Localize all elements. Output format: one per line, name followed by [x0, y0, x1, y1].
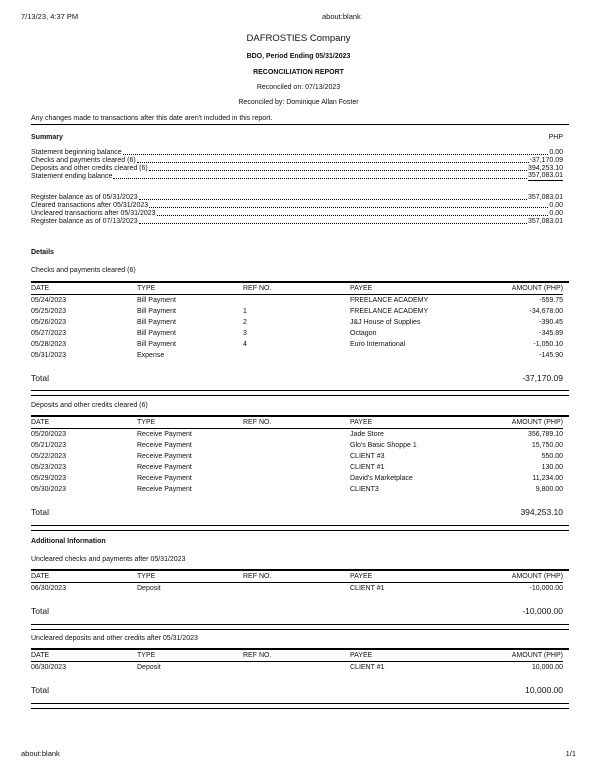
uncleared-deposits-total-value: 10,000.00 — [525, 685, 563, 695]
cell-payee: Jade Store — [350, 431, 384, 438]
table-row — [31, 662, 563, 673]
column-header-date: DATE — [31, 573, 50, 580]
cell-type: Bill Payment — [137, 308, 176, 315]
summary-label: Checks and payments cleared (6) — [31, 157, 136, 164]
print-datetime: 7/13/23, 4:37 PM — [21, 12, 79, 21]
cell-amount: 11,234.00 — [532, 475, 563, 482]
report-subtitle: BDO, Period Ending 05/31/2023 — [246, 53, 351, 60]
summary-value: 357,083.01 — [527, 172, 563, 179]
table-row — [31, 429, 563, 440]
column-header-amount: AMOUNT (PHP) — [511, 285, 563, 292]
table-row — [31, 484, 563, 495]
total-double-rule — [31, 525, 569, 531]
cell-amount: 9,800.00 — [535, 486, 563, 493]
total-label: Total — [31, 685, 49, 695]
column-header-amount: AMOUNT (PHP) — [511, 573, 563, 580]
summary-value: -37,170.09 — [529, 157, 563, 164]
table-row — [31, 317, 563, 328]
summary-label: Statement ending balance — [31, 173, 113, 180]
summary-heading: Summary — [31, 134, 63, 141]
dot-leader — [139, 199, 527, 200]
dot-leader — [149, 170, 527, 171]
checks-total-row — [31, 373, 563, 383]
cell-date: 05/25/2023 — [31, 308, 67, 315]
checks-table — [31, 283, 563, 361]
table-header — [31, 417, 563, 429]
cell-type: Receive Payment — [137, 431, 192, 438]
column-header-ref-no: REF NO. — [243, 652, 272, 659]
cell-ref-no — [243, 440, 350, 451]
cell-date: 05/30/2023 — [31, 486, 67, 493]
table-row — [31, 295, 563, 306]
cell-ref-no — [243, 484, 350, 495]
cell-date: 05/28/2023 — [31, 341, 67, 348]
total-label: Total — [31, 373, 49, 383]
checks-total-value: -37,170.09 — [522, 373, 563, 383]
report-title: RECONCILIATION REPORT — [253, 69, 344, 76]
total-double-rule — [31, 703, 569, 709]
cell-date: 05/27/2023 — [31, 330, 67, 337]
cell-ref-no: 1 — [243, 308, 247, 315]
uncleared-deposits-table — [31, 650, 563, 673]
cell-payee: CLIENT #1 — [350, 585, 385, 592]
dot-leader — [149, 207, 548, 208]
cell-payee: FREELANCE ACADEMY — [350, 297, 429, 304]
column-header-payee: PAYEE — [350, 285, 373, 292]
summary-value: 357,083.01 — [527, 194, 563, 201]
reconciled-on: Reconciled on: 07/13/2023 — [256, 84, 341, 91]
column-header-date: DATE — [31, 285, 50, 292]
cell-type: Bill Payment — [137, 297, 176, 304]
cell-type: Bill Payment — [137, 341, 176, 348]
cell-ref-no — [243, 295, 350, 306]
column-header-type: TYPE — [137, 573, 156, 580]
column-header-date: DATE — [31, 419, 50, 426]
cell-ref-no: 4 — [243, 341, 247, 348]
cell-date: 05/26/2023 — [31, 319, 67, 326]
deposits-table — [31, 417, 563, 495]
summary-row — [31, 217, 563, 226]
reconciled-by: Reconciled by: Dominique Allan Foster — [238, 99, 359, 106]
cell-amount: 550.00 — [541, 453, 563, 460]
cell-ref-no — [243, 350, 350, 361]
cell-amount: 15,750.00 — [531, 442, 563, 449]
cell-date: 05/29/2023 — [31, 475, 67, 482]
cell-payee: J&J House of Supplies — [350, 319, 421, 326]
total-double-rule — [31, 390, 569, 396]
cell-type: Receive Payment — [137, 475, 192, 482]
table-header — [31, 571, 563, 583]
summary-label: Statement beginning balance — [31, 149, 122, 156]
dot-leader — [123, 154, 549, 155]
cell-amount: 130.00 — [541, 464, 563, 471]
column-header-payee: PAYEE — [350, 573, 373, 580]
cell-payee: CLIENT #3 — [350, 453, 385, 460]
summary-label: Cleared transactions after 05/31/2023 — [31, 202, 149, 209]
cell-amount: -345.89 — [539, 330, 563, 337]
summary-value: 394,253.10 — [527, 165, 563, 172]
summary-value: 357,083.01 — [527, 218, 563, 225]
cell-ref-no — [243, 662, 350, 673]
column-header-payee: PAYEE — [350, 419, 373, 426]
cell-payee: Glo's Basic Shoppe 1 — [350, 442, 417, 449]
divider — [31, 124, 569, 125]
summary-label: Deposits and other credits cleared (6) — [31, 165, 148, 172]
cell-date: 05/24/2023 — [31, 297, 67, 304]
table-row — [31, 306, 563, 317]
cell-type: Receive Payment — [137, 442, 192, 449]
table-header — [31, 650, 563, 662]
column-header-ref-no: REF NO. — [243, 285, 272, 292]
summary-value: 0.00 — [549, 149, 563, 156]
uncleared-checks-table — [31, 571, 563, 594]
column-header-date: DATE — [31, 652, 50, 659]
column-header-ref-no: REF NO. — [243, 573, 272, 580]
table-row — [31, 462, 563, 473]
additional-heading: Additional Information — [31, 538, 106, 545]
uncleared-checks-total-row — [31, 606, 563, 616]
uncleared-checks-title: Uncleared checks and payments after 05/31/2023 — [31, 556, 186, 563]
cell-payee: David's Marketplace — [350, 475, 413, 482]
cell-amount: -390.45 — [539, 319, 563, 326]
cell-date: 05/23/2023 — [31, 464, 67, 471]
print-footer-url: about:blank — [21, 749, 60, 758]
cell-ref-no — [243, 473, 350, 484]
column-header-amount: AMOUNT (PHP) — [511, 419, 563, 426]
deposits-section-title: Deposits and other credits cleared (6) — [31, 402, 148, 409]
company-name: DAFROSTIES Company — [246, 33, 351, 44]
dot-leader — [137, 162, 529, 163]
cell-date: 05/21/2023 — [31, 442, 67, 449]
cell-payee: FREELANCE ACADEMY — [350, 308, 429, 315]
cell-amount: 10,000.00 — [531, 664, 563, 671]
cell-amount: -145.90 — [539, 352, 563, 359]
cell-amount: 356,789.10 — [527, 431, 563, 438]
cell-payee: Euro International — [350, 341, 406, 348]
cell-ref-no: 3 — [243, 330, 247, 337]
cell-type: Bill Payment — [137, 330, 176, 337]
dot-leader — [113, 178, 527, 179]
summary-row — [31, 172, 563, 181]
summary-value: 0.00 — [549, 210, 563, 217]
cell-amount: -10,000.00 — [529, 585, 563, 592]
summary-label: Uncleared transactions after 05/31/2023 — [31, 210, 156, 217]
uncleared-deposits-total-row — [31, 685, 563, 695]
cell-type: Expense — [137, 352, 165, 359]
column-header-payee: PAYEE — [350, 652, 373, 659]
cell-type: Bill Payment — [137, 319, 176, 326]
table-row — [31, 328, 563, 339]
cell-payee: CLIENT #1 — [350, 664, 385, 671]
cell-ref-no — [243, 583, 350, 594]
cell-ref-no: 2 — [243, 319, 247, 326]
cell-date: 05/22/2023 — [31, 453, 67, 460]
cell-type: Receive Payment — [137, 486, 192, 493]
table-row — [31, 583, 563, 594]
cell-ref-no — [243, 462, 350, 473]
summary-label: Register balance as of 07/13/2023 — [31, 218, 138, 225]
table-row — [31, 440, 563, 451]
cell-type: Receive Payment — [137, 464, 192, 471]
cell-ref-no — [243, 429, 350, 440]
total-label: Total — [31, 606, 49, 616]
cell-date: 06/30/2023 — [31, 585, 67, 592]
page-number: 1/1 — [565, 749, 576, 758]
currency-label: PHP — [548, 134, 563, 141]
report-notice: Any changes made to transactions after this date aren't included in this report. — [31, 115, 273, 122]
details-heading: Details — [31, 249, 54, 256]
cell-amount: -559.75 — [539, 297, 563, 304]
cell-payee: CLIENT3 — [350, 486, 379, 493]
table-row — [31, 339, 563, 350]
column-header-type: TYPE — [137, 285, 156, 292]
column-header-amount: AMOUNT (PHP) — [511, 652, 563, 659]
cell-date: 05/20/2023 — [31, 431, 67, 438]
total-double-rule — [31, 624, 569, 630]
cell-date: 05/31/2023 — [31, 352, 67, 359]
dot-leader — [157, 215, 549, 216]
table-header — [31, 283, 563, 295]
checks-section-title: Checks and payments cleared (6) — [31, 267, 136, 274]
print-url: about:blank — [322, 12, 361, 21]
deposits-total-value: 394,253.10 — [520, 507, 563, 517]
table-row — [31, 451, 563, 462]
total-label: Total — [31, 507, 49, 517]
cell-amount: -34,678.00 — [529, 308, 563, 315]
summary-label: Register balance as of 05/31/2023 — [31, 194, 138, 201]
uncleared-checks-total-value: -10,000.00 — [522, 606, 563, 616]
cell-type: Deposit — [137, 585, 161, 592]
cell-type: Deposit — [137, 664, 161, 671]
cell-type: Receive Payment — [137, 453, 192, 460]
cell-amount: -1,050.10 — [533, 341, 563, 348]
cell-payee — [350, 350, 470, 361]
cell-ref-no — [243, 451, 350, 462]
table-row — [31, 350, 563, 361]
column-header-ref-no: REF NO. — [243, 419, 272, 426]
deposits-total-row — [31, 507, 563, 517]
column-header-type: TYPE — [137, 652, 156, 659]
cell-payee: CLIENT #1 — [350, 464, 385, 471]
column-header-type: TYPE — [137, 419, 156, 426]
dot-leader — [139, 223, 527, 224]
cell-payee: Octagon — [350, 330, 377, 337]
summary-value: 0.00 — [549, 202, 563, 209]
cell-date: 06/30/2023 — [31, 664, 67, 671]
table-row — [31, 473, 563, 484]
uncleared-deposits-title: Uncleared deposits and other credits after 05/31/2023 — [31, 635, 198, 642]
